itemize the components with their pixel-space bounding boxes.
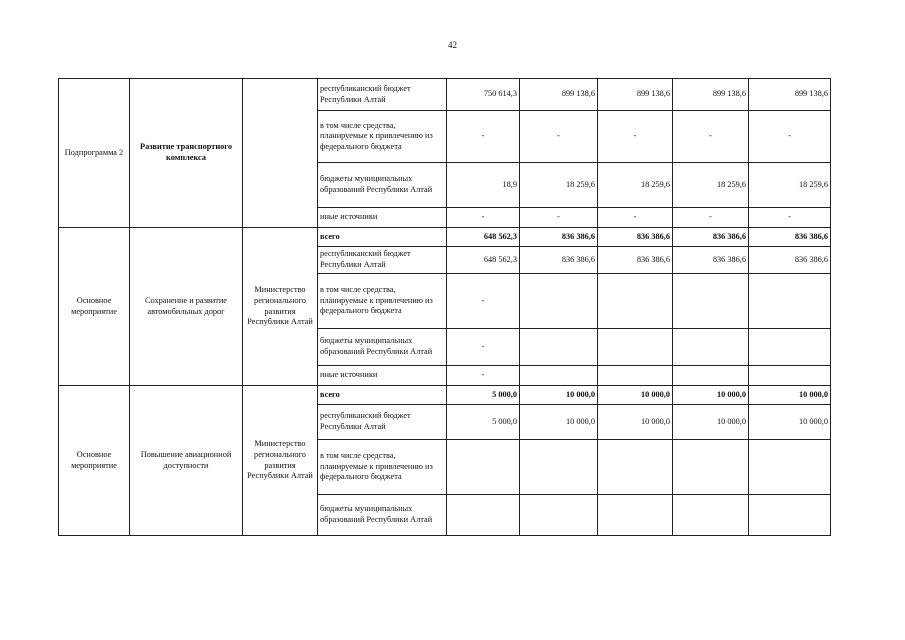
value-cell: -	[447, 111, 520, 163]
value-cell	[598, 495, 673, 536]
value-cell: 18 259,6	[520, 163, 598, 208]
source-cell: иные источники	[318, 208, 447, 228]
value-cell: -	[598, 111, 673, 163]
value-cell: 18 259,6	[673, 163, 749, 208]
value-cell: 836 386,6	[749, 247, 831, 274]
value-cell	[749, 274, 831, 329]
row-type-cell: Основное мероприятие	[59, 228, 130, 386]
value-cell: -	[749, 111, 831, 163]
value-cell: 10 000,0	[673, 405, 749, 440]
funding-table	[58, 78, 831, 536]
value-cell: 10 000,0	[598, 386, 673, 405]
value-cell: 10 000,0	[598, 405, 673, 440]
value-cell	[749, 495, 831, 536]
value-cell	[598, 440, 673, 495]
value-cell	[520, 495, 598, 536]
value-cell: 10 000,0	[520, 405, 598, 440]
value-cell: 10 000,0	[673, 386, 749, 405]
value-cell: 899 138,6	[673, 79, 749, 111]
value-cell: -	[673, 208, 749, 228]
source-cell: иные источники	[318, 366, 447, 386]
value-cell: 648 562,3	[447, 228, 520, 247]
value-cell	[673, 366, 749, 386]
value-cell	[749, 366, 831, 386]
source-cell: всего	[318, 386, 447, 405]
value-cell: -	[447, 208, 520, 228]
value-cell: -	[749, 208, 831, 228]
row-name-cell: Сохранение и развитие автомобильных дорог	[130, 228, 243, 386]
value-cell: 836 386,6	[598, 247, 673, 274]
value-cell	[520, 274, 598, 329]
value-cell: -	[673, 111, 749, 163]
value-cell: -	[598, 208, 673, 228]
value-cell: 18 259,6	[598, 163, 673, 208]
value-cell: -	[447, 329, 520, 366]
value-cell: 836 386,6	[520, 247, 598, 274]
row-type-cell: Подпрограмма 2	[59, 79, 130, 228]
value-cell	[673, 440, 749, 495]
value-cell	[749, 329, 831, 366]
value-cell: 836 386,6	[749, 228, 831, 247]
value-cell: 5 000,0	[447, 405, 520, 440]
table-row	[59, 228, 831, 247]
value-cell	[520, 366, 598, 386]
value-cell: 10 000,0	[749, 386, 831, 405]
row-type-cell: Основное мероприятие	[59, 386, 130, 536]
page-number: 42	[448, 40, 457, 50]
value-cell: -	[520, 208, 598, 228]
value-cell: 648 562,3	[447, 247, 520, 274]
value-cell: 750 614,3	[447, 79, 520, 111]
value-cell: 836 386,6	[673, 228, 749, 247]
value-cell: 899 138,6	[520, 79, 598, 111]
value-cell: 899 138,6	[598, 79, 673, 111]
table-row	[59, 79, 831, 111]
source-cell: бюджеты муниципальных образований Республики Алтай	[318, 329, 447, 366]
source-cell: бюджеты муниципальных образований Республики Алтай	[318, 163, 447, 208]
source-cell: республиканский бюджет Республики Алтай	[318, 247, 447, 274]
value-cell	[598, 329, 673, 366]
value-cell	[447, 495, 520, 536]
value-cell: 10 000,0	[520, 386, 598, 405]
value-cell: 18,9	[447, 163, 520, 208]
value-cell: 899 138,6	[749, 79, 831, 111]
row-name-cell: Развитие транспортного комплекса	[130, 79, 243, 228]
value-cell	[673, 495, 749, 536]
value-cell	[673, 274, 749, 329]
source-cell: республиканский бюджет Республики Алтай	[318, 79, 447, 111]
source-cell: всего	[318, 228, 447, 247]
source-cell: в том числе средства, планируемые к привлечению из федерального бюджета	[318, 440, 447, 495]
value-cell: 836 386,6	[598, 228, 673, 247]
source-cell: бюджеты муниципальных образований Республики Алтай	[318, 495, 447, 536]
row-name-cell: Повышение авиационной доступности	[130, 386, 243, 536]
value-cell	[598, 366, 673, 386]
source-cell: в том числе средства, планируемые к привлечению из федерального бюджета	[318, 274, 447, 329]
value-cell	[598, 274, 673, 329]
value-cell	[749, 440, 831, 495]
source-cell: в том числе средства, планируемые к привлечению из федерального бюджета	[318, 111, 447, 163]
value-cell: -	[447, 274, 520, 329]
value-cell: 836 386,6	[673, 247, 749, 274]
row-executor-cell	[243, 79, 318, 228]
value-cell: 10 000,0	[749, 405, 831, 440]
row-executor-cell: Министерство регионального развития Республики Алтай	[243, 228, 318, 386]
value-cell	[447, 440, 520, 495]
value-cell	[520, 440, 598, 495]
table-row	[59, 386, 831, 405]
row-executor-cell: Министерство регионального развития Республики Алтай	[243, 386, 318, 536]
value-cell: -	[447, 366, 520, 386]
value-cell: 18 259,6	[749, 163, 831, 208]
value-cell	[673, 329, 749, 366]
value-cell: 836 386,6	[520, 228, 598, 247]
value-cell: 5 000,0	[447, 386, 520, 405]
value-cell	[520, 329, 598, 366]
value-cell: -	[520, 111, 598, 163]
source-cell: республиканский бюджет Республики Алтай	[318, 405, 447, 440]
